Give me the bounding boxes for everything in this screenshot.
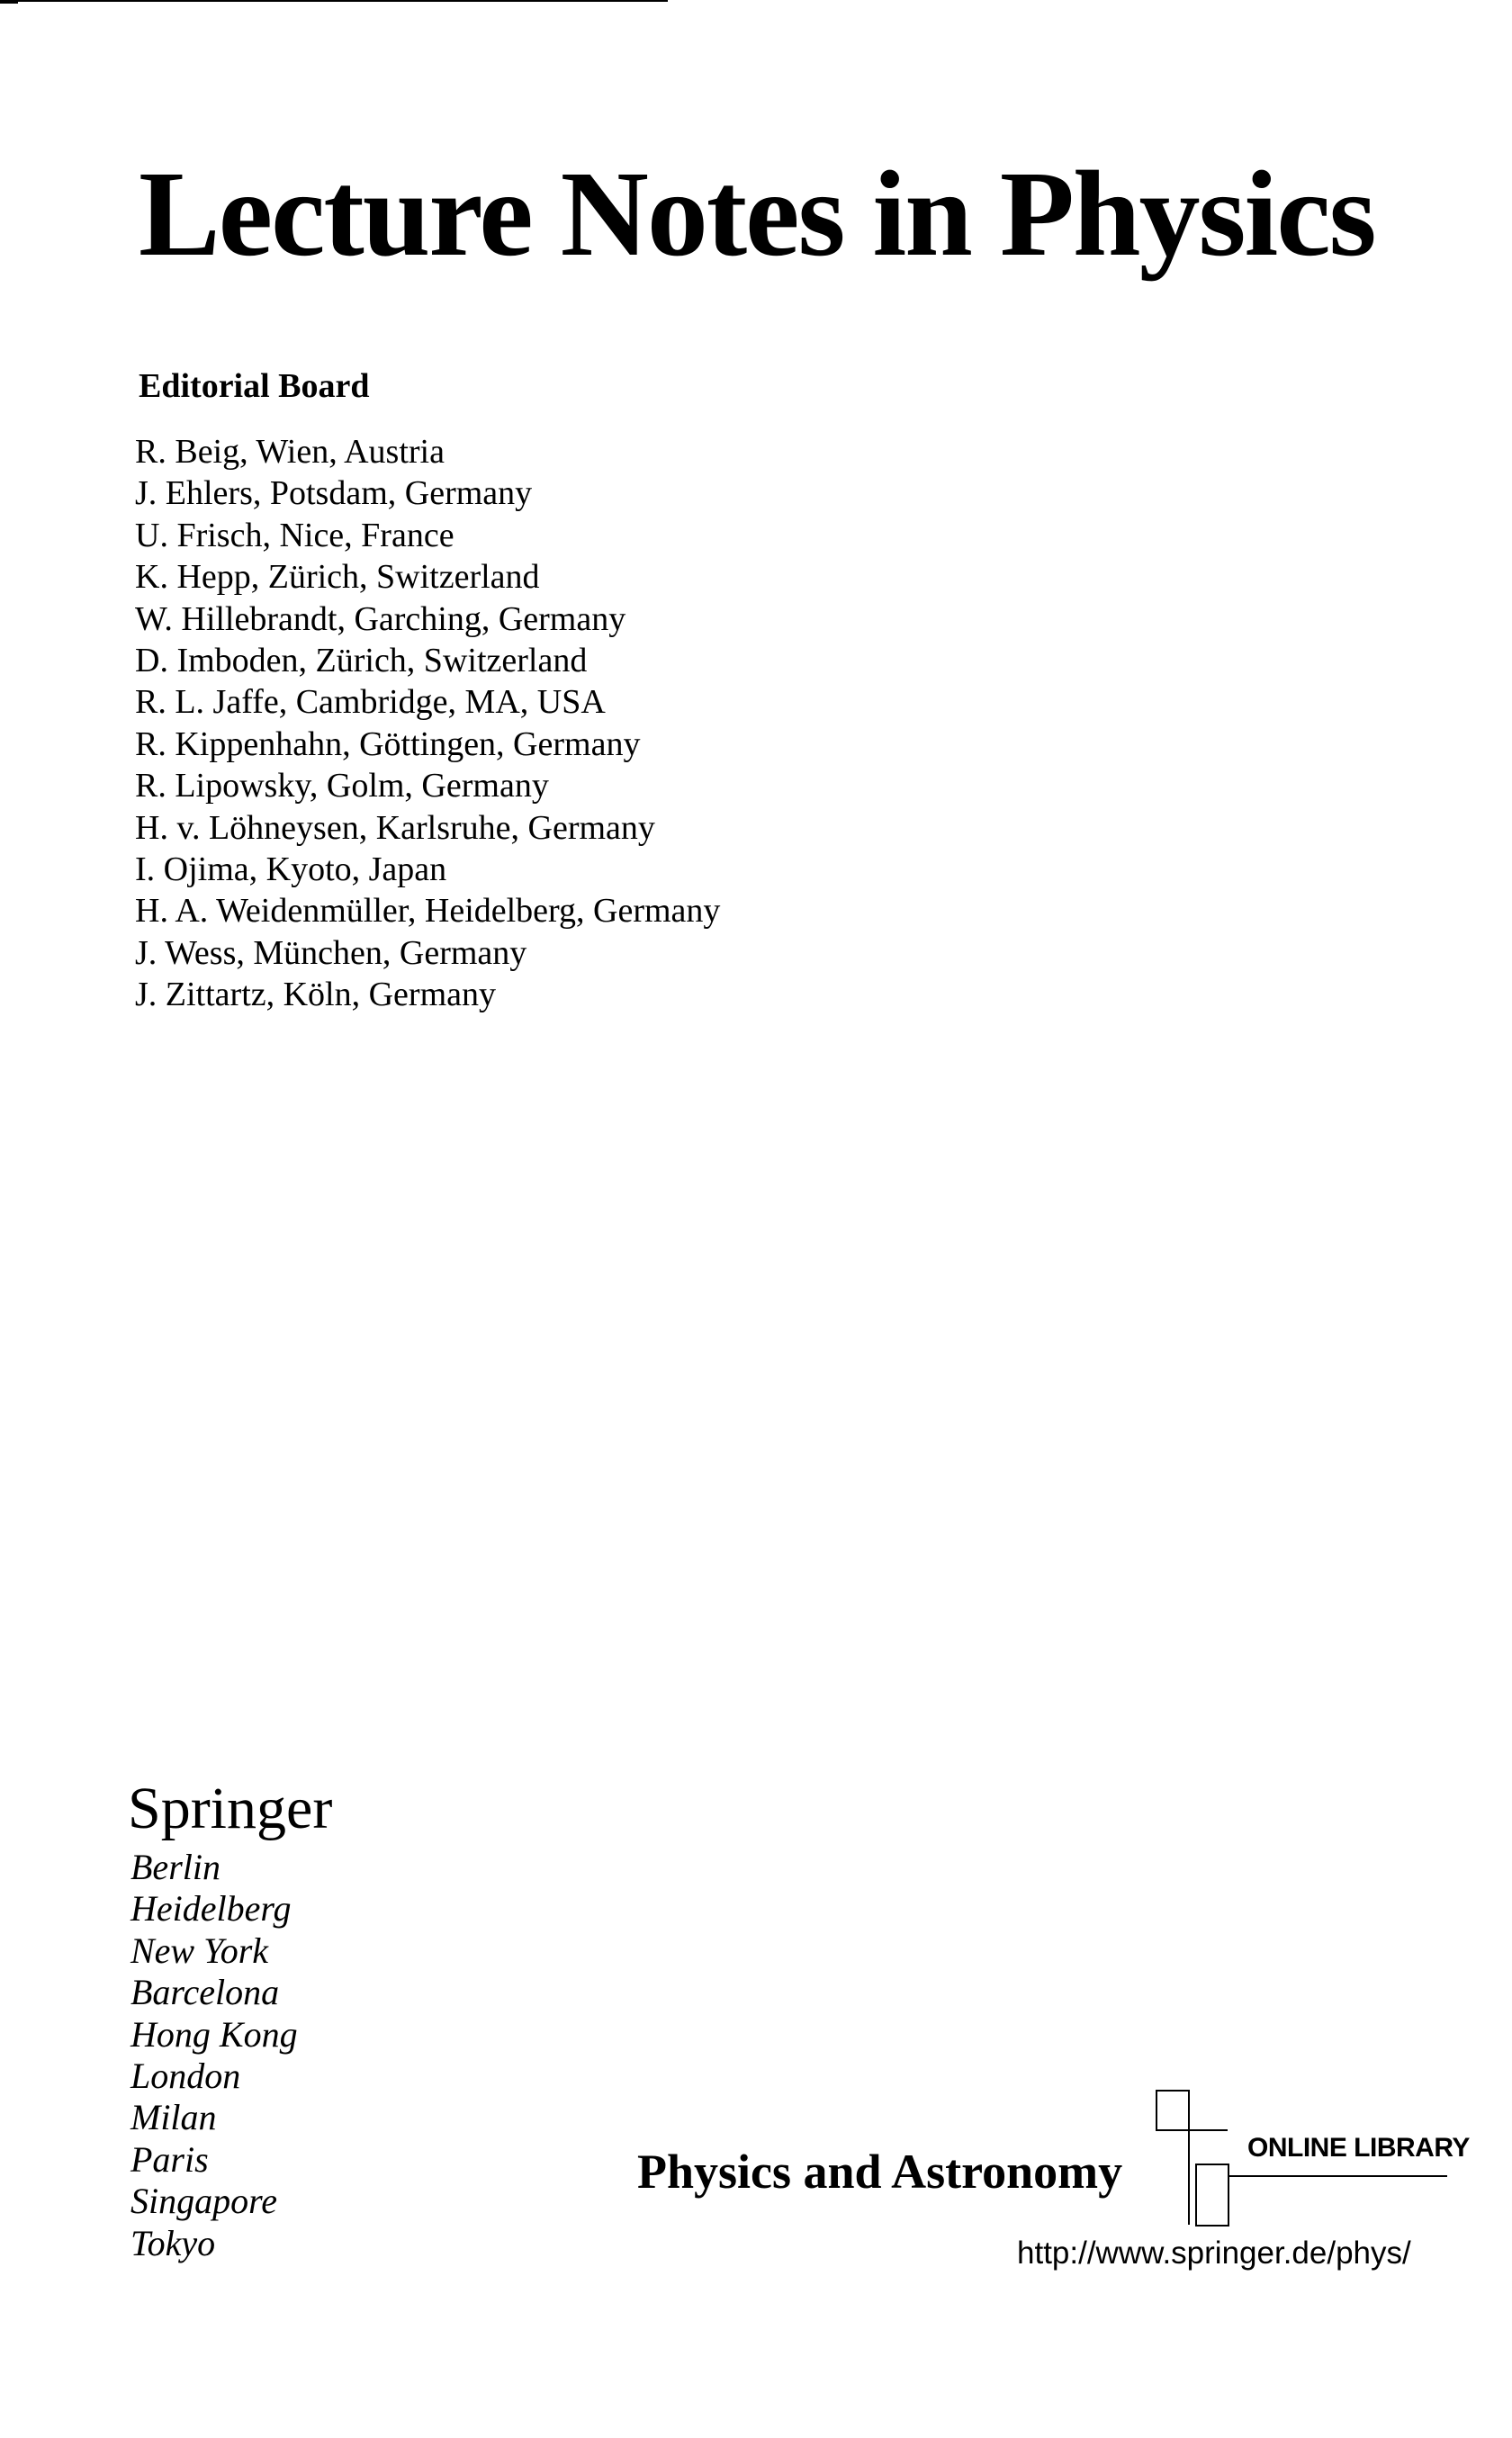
board-member: J. Zittartz, Köln, Germany: [135, 976, 497, 1014]
board-member: K. Hepp, Zürich, Switzerland: [135, 558, 540, 597]
series-title: Lecture Notes in Physics: [139, 147, 1375, 282]
publisher-city: London: [130, 2056, 241, 2097]
editorial-board-heading: Editorial Board: [139, 367, 370, 405]
editorial-board-list: [135, 431, 720, 1016]
online-library-logo-box-bottom: [1195, 2164, 1229, 2227]
board-member: R. Kippenhahn, Göttingen, Germany: [135, 724, 641, 763]
board-member: D. Imboden, Zürich, Switzerland: [135, 642, 588, 680]
board-member: R. Beig, Wien, Austria: [135, 433, 445, 471]
publisher-city: Milan: [130, 2097, 217, 2138]
board-member: W. Hillebrandt, Garching, Germany: [135, 599, 626, 638]
publisher-city: Barcelona: [130, 1972, 280, 2013]
publisher-city: New York: [130, 1930, 269, 1971]
publisher-city: Hong Kong: [130, 2013, 298, 2055]
board-member: R. Lipowsky, Golm, Germany: [135, 767, 549, 805]
board-member: J. Ehlers, Potsdam, Germany: [135, 474, 533, 513]
publisher-name: Springer: [128, 1776, 333, 1841]
publisher-city-list: [130, 1847, 298, 2264]
publisher-city: Berlin: [130, 1847, 220, 1887]
board-member: H. v. Löhneysen, Karlsruhe, Germany: [135, 808, 655, 847]
board-member: U. Frisch, Nice, France: [135, 516, 454, 554]
online-library-logo-vertical-line: [1188, 2090, 1190, 2225]
publisher-city: Singapore: [130, 2181, 277, 2222]
online-library-logo-horizontal-line: [1156, 2129, 1228, 2131]
board-member: H. A. Weidenmüller, Heidelberg, Germany: [135, 892, 721, 931]
publisher-city: Heidelberg: [130, 1888, 292, 1930]
online-library-underline: [1228, 2175, 1447, 2177]
springer-physics-url[interactable]: http://www.springer.de/phys/: [1017, 2236, 1411, 2271]
physics-astronomy-label: Physics and Astronomy: [637, 2145, 1123, 2199]
top-rule: [18, 0, 668, 2]
board-member: R. L. Jaffe, Cambridge, MA, USA: [135, 683, 606, 722]
board-member: I. Ojima, Kyoto, Japan: [135, 850, 447, 889]
board-member: J. Wess, München, Germany: [135, 933, 527, 972]
publisher-city: Paris: [130, 2138, 209, 2180]
top-corner-mark: [0, 0, 18, 4]
publisher-city: Tokyo: [130, 2222, 216, 2263]
online-library-text: ONLINE LIBRARY: [1247, 2133, 1470, 2163]
online-library-logo-box-top: [1156, 2090, 1190, 2131]
